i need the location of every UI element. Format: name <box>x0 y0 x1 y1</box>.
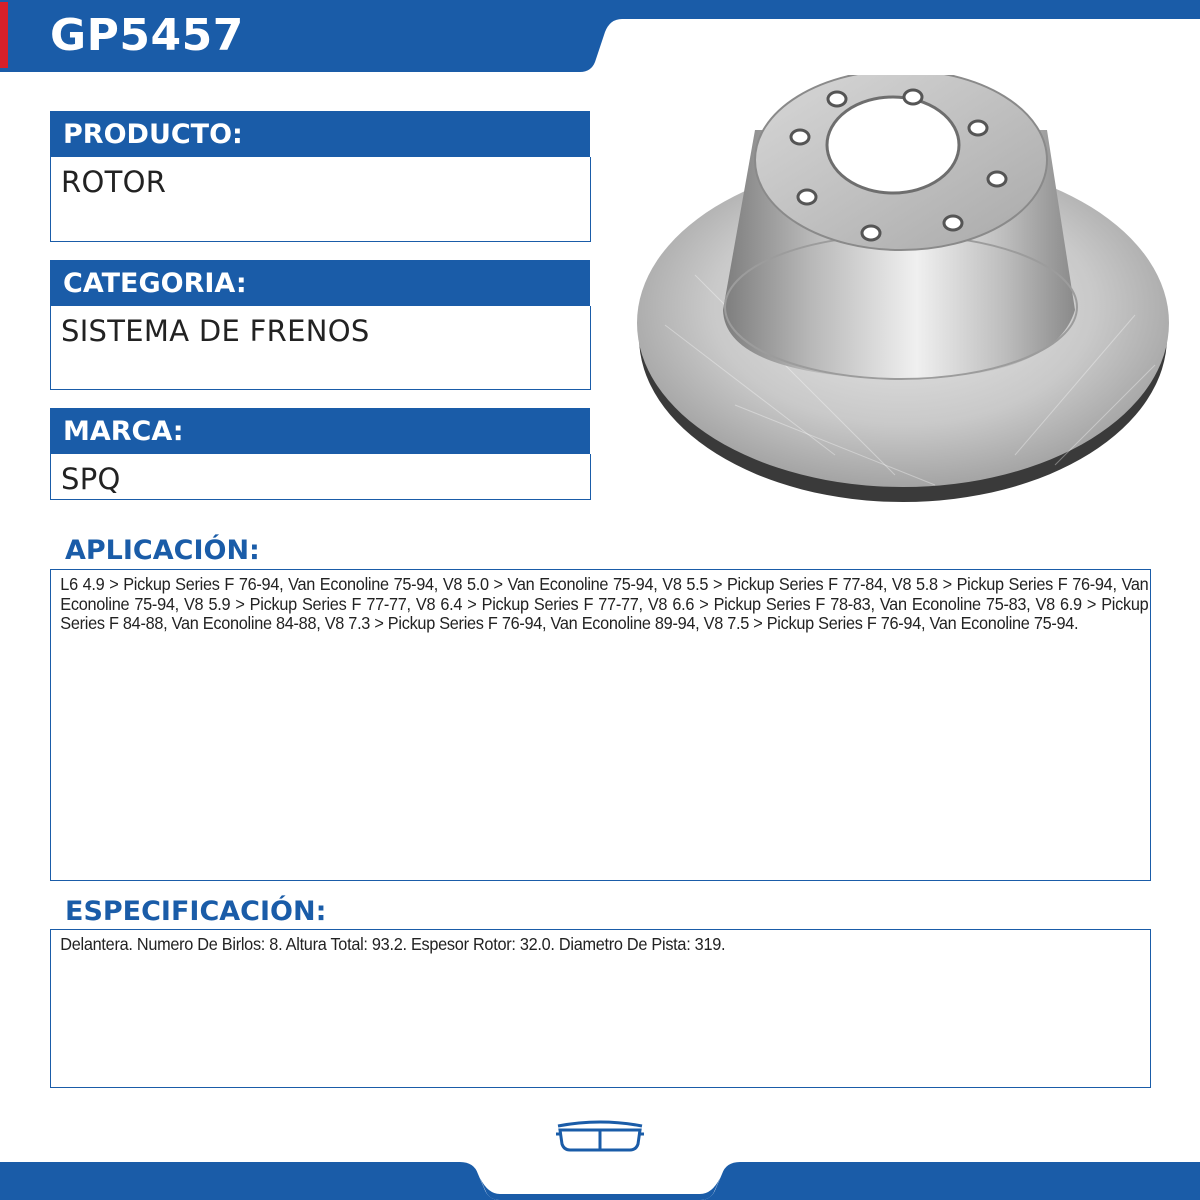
aplicacion-box <box>50 569 1151 881</box>
producto-label: PRODUCTO: <box>63 119 243 150</box>
categoria-header <box>50 260 590 306</box>
part-number-title: GP5457 <box>50 10 244 61</box>
especificacion-title: ESPECIFICACIÓN: <box>65 896 327 927</box>
producto-box <box>50 157 591 242</box>
categoria-value: SISTEMA DE FRENOS <box>61 314 370 348</box>
aplicacion-text: L6 4.9 > Pickup Series F 76-94, Van Econoline 75-94, V8 5.0 > Van Econoline 75-94, V8 5.5 > Pickup Series F 77-84, V8 5.8 > Pickup Series F 76-94, Van Econoline 75-94, V8 5.9 > Pickup Series F 77-77, V8 6.4 > Pickup Series F 77-77, V8 6.6 > Pickup Series F 78-83, Van Econoline 75-83, V8 6.9 > Pickup Series F 84-88, Van Econoline 84-88, V8 7.3 > Pickup Series F 76-94, Van Econoline 89-94, V8 7.5 > Pickup Series F 76-94, Van Econoline 75-94. <box>60 574 1149 633</box>
aplicacion-title: APLICACIÓN: <box>65 535 260 566</box>
red-accent-stripe <box>0 2 8 68</box>
especificacion-text: Delantera. Numero De Birlos: 8. Altura Total: 93.2. Espesor Rotor: 32.0. Diametro De Pista: 319. <box>60 934 726 954</box>
marca-value: SPQ <box>61 462 121 496</box>
marca-header <box>50 408 590 454</box>
producto-value: ROTOR <box>61 165 167 199</box>
marca-box <box>50 454 591 500</box>
marca-label: MARCA: <box>63 416 184 447</box>
brake-pad-icon <box>554 1116 646 1154</box>
producto-header <box>50 111 590 157</box>
categoria-box <box>50 306 591 390</box>
categoria-label: CATEGORIA: <box>63 268 247 299</box>
especificacion-box <box>50 929 1151 1088</box>
brake-rotor-image <box>635 75 1170 510</box>
footer-label: FRENOS <box>573 1163 627 1178</box>
